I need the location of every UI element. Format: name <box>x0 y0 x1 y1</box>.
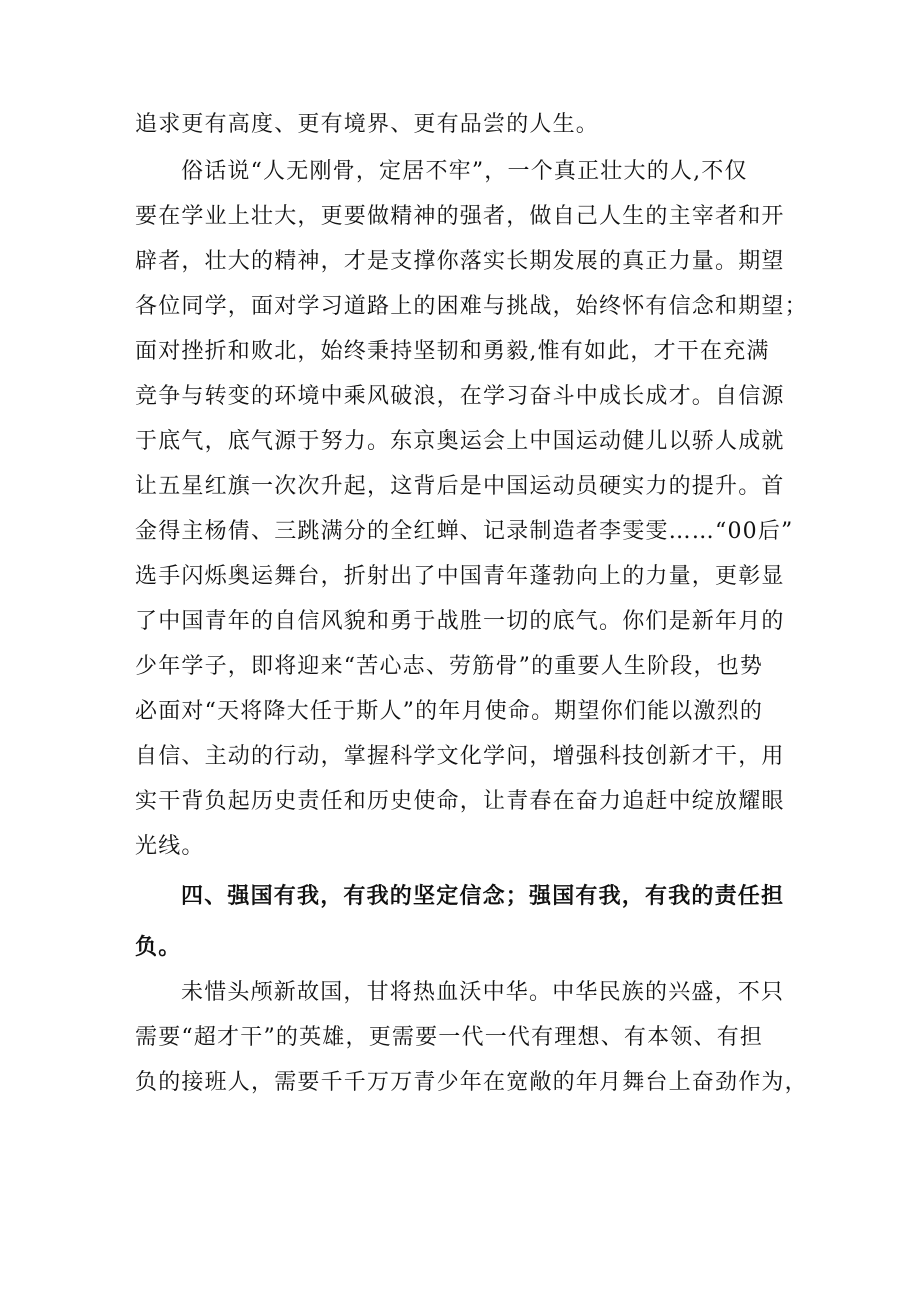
text-line: 追求更有高度、更有境界、更有品尝的人生。 <box>135 112 600 137</box>
section-heading-continued: 负。 <box>135 935 182 960</box>
text-line: 辟者，壮大的精神，才是支撑你落实长期发展的真正力量。期望 <box>135 249 785 274</box>
text-line: 必面对“天将降大任于斯人”的年月使命。期望你们能以激烈的 <box>135 699 764 724</box>
section-heading: 四、强国有我，有我的坚定信念；强国有我，有我的责任担 <box>181 884 785 909</box>
text-line: 了中国青年的自信风貌和勇于战胜一切的底气。你们是新年月的 <box>135 609 785 634</box>
text-line: 少年学子，即将迎来“苦心志、劳筋骨”的重要人生阶段，也势 <box>135 654 764 679</box>
text-line: 面对挫折和败北，始终秉持坚韧和勇毅,惟有如此，才干在充满 <box>135 339 770 364</box>
text-line: 让五星红旗一次次升起，这背后是中国运动员硬实力的提升。首 <box>135 474 785 499</box>
text-line: 负的接班人，需要千千万万青少年在宽敞的年月舞台上奋劲作为， <box>135 1070 808 1095</box>
text-line: 需要“超才干”的英雄，更需要一代一代有理想、有本领、有担 <box>135 1025 764 1050</box>
text-line: 未惜头颅新故国，甘将热血沃中华。中华民族的兴盛，不只 <box>181 980 785 1005</box>
text-line: 于底气，底气源于努力。东京奥运会上中国运动健儿以骄人成就 <box>135 429 785 454</box>
text-line: 要在学业上壮大，更要做精神的强者，做自己人生的主宰者和开 <box>135 204 785 229</box>
text-line: 光线。 <box>135 834 205 859</box>
text-line: 实干背负起历史责任和历史使命，让青春在奋力追赶中绽放耀眼 <box>135 789 785 814</box>
text-line: 选手闪烁奥运舞台，折射出了中国青年蓬勃向上的力量，更彰显 <box>135 564 785 589</box>
text-line: 金得主杨倩、三跳满分的全红蝉、记录制造者李雯雯……“00后” <box>135 519 794 544</box>
text-line: 竞争与转变的环境中乘风破浪，在学习奋斗中成长成才。自信源 <box>135 384 785 409</box>
text-line: 俗话说“人无刚骨，定居不牢”，一个真正壮大的人,不仅 <box>181 159 748 184</box>
text-line: 各位同学，面对学习道路上的困难与挑战，始终怀有信念和期望； <box>135 294 808 319</box>
text-line: 自信、主动的行动，掌握科学文化学问，增强科技创新才干，用 <box>135 744 785 769</box>
